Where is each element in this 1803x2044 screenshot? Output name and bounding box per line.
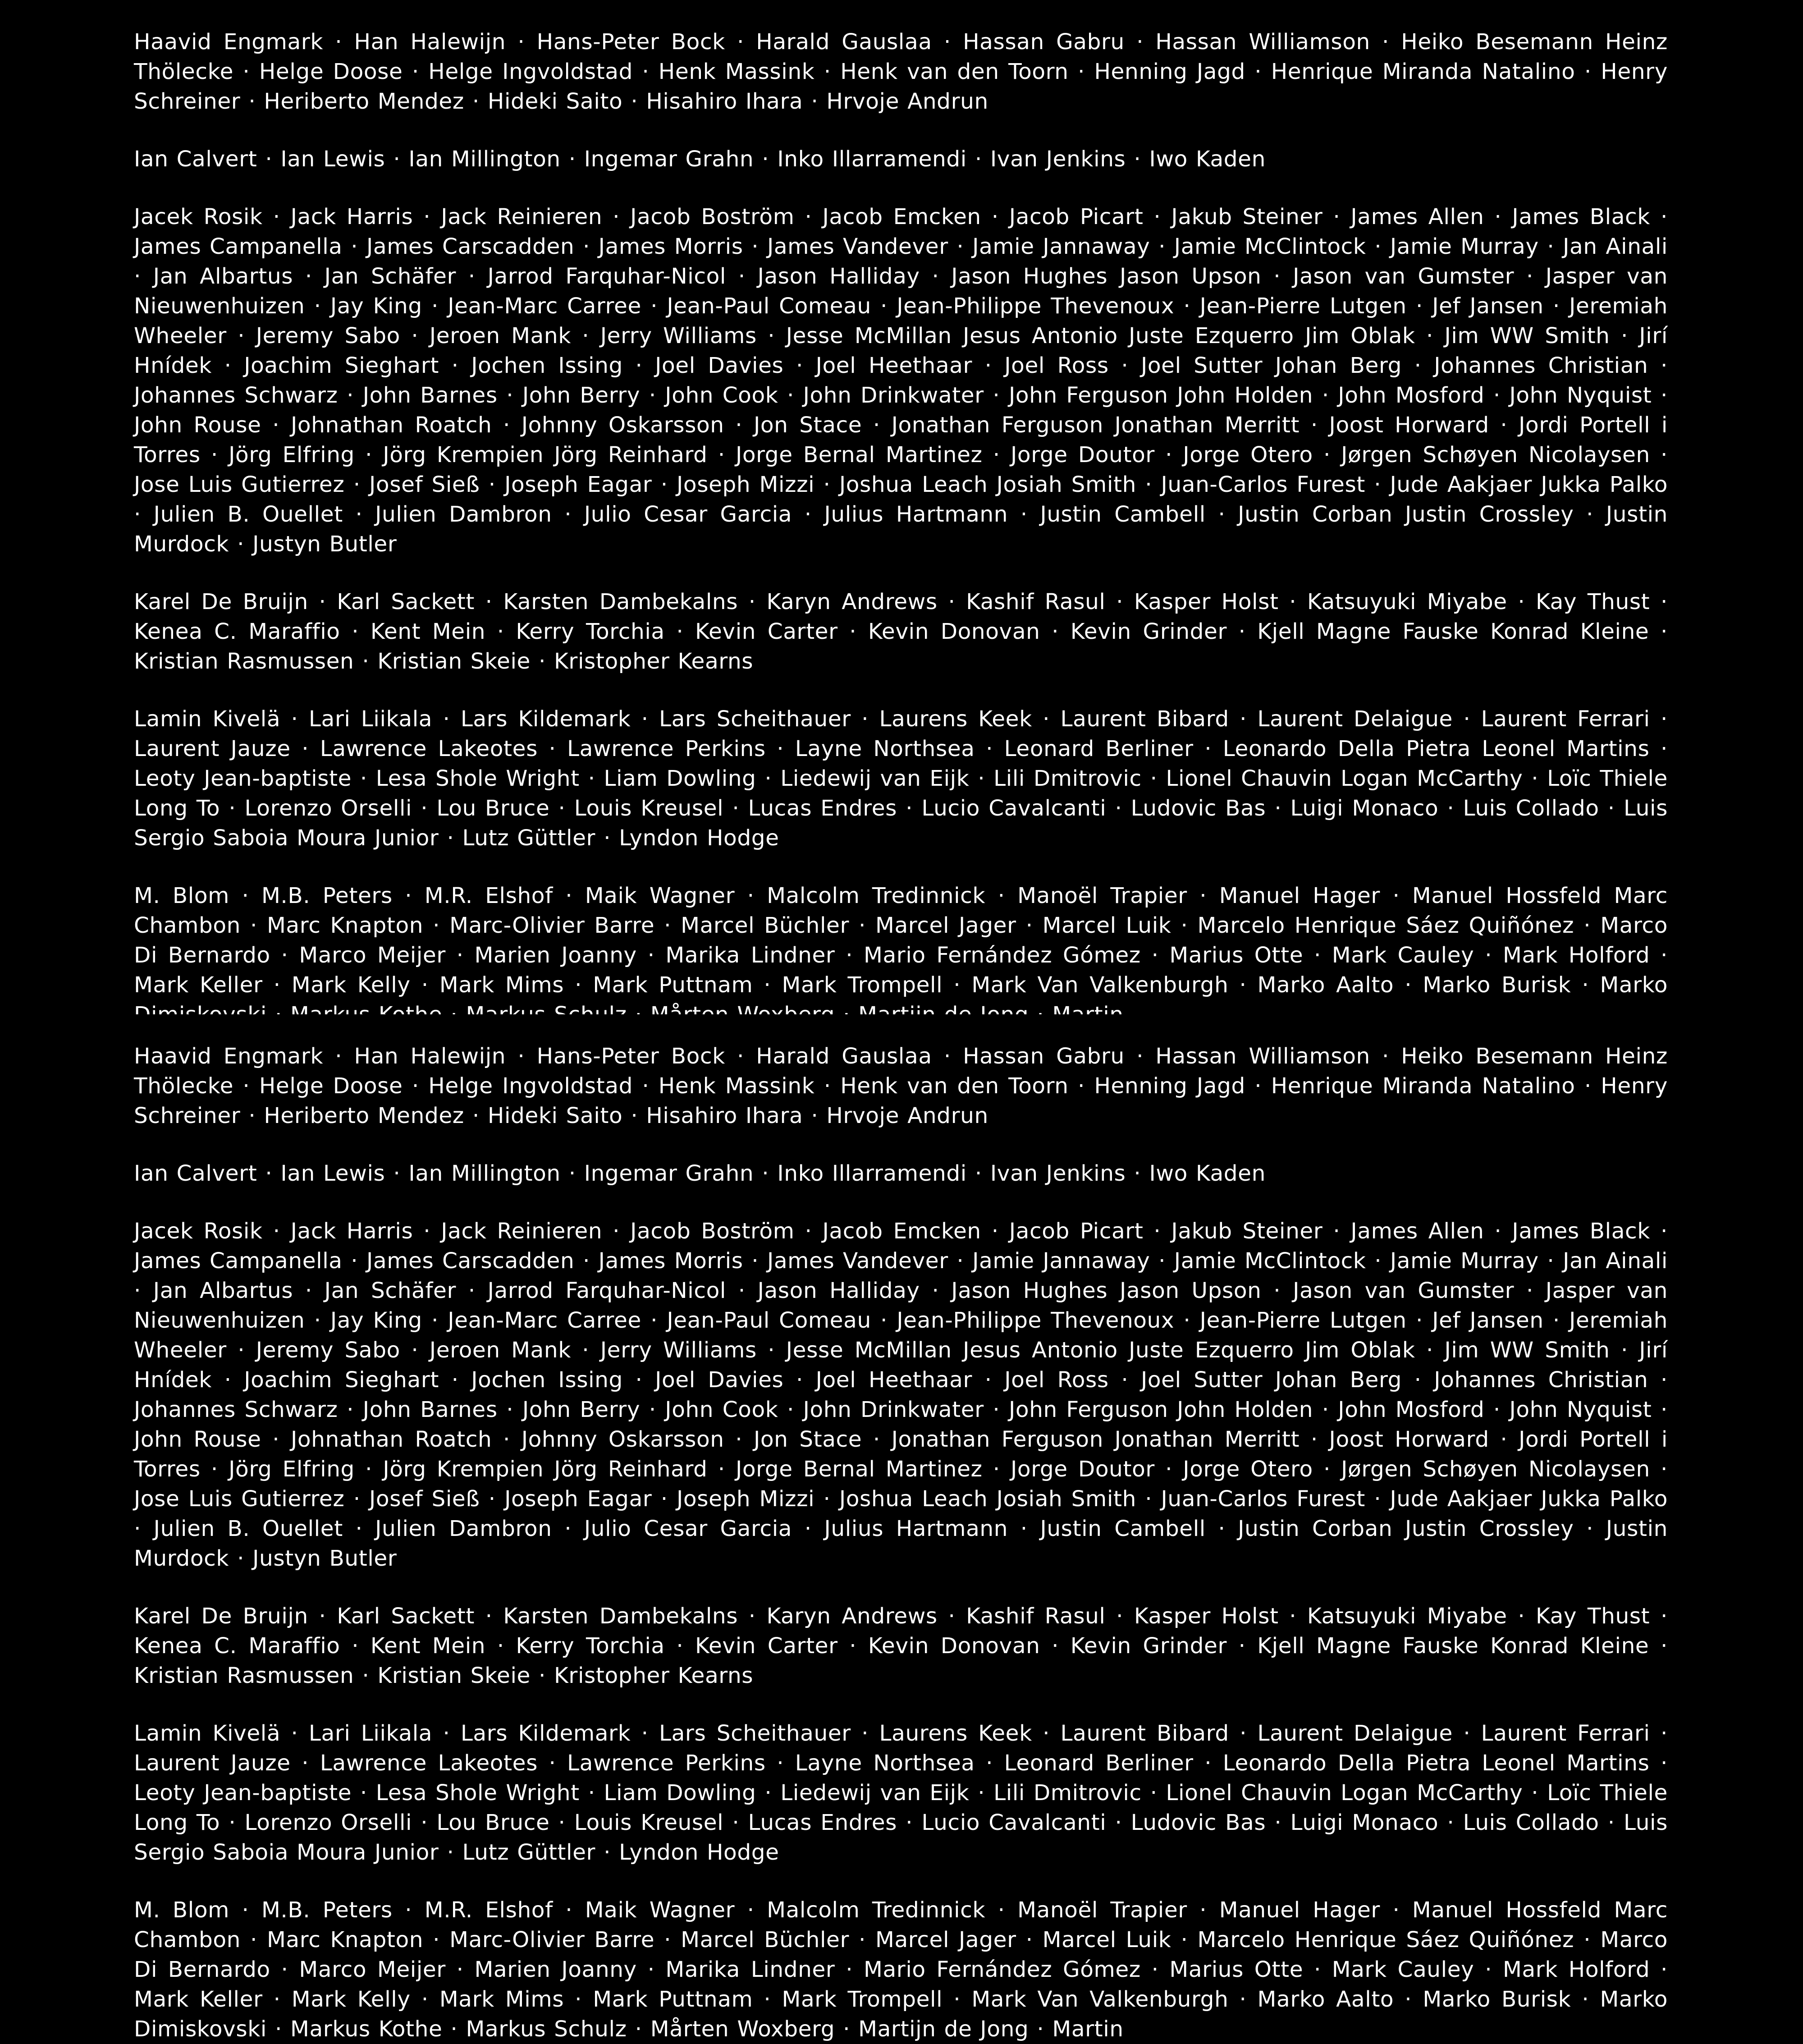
credit-names: Karel De Bruijn · Karl Sackett · Karsten Dambekalns · Karyn Andrews · Kashif Rasul · Kasper Holst · Katsuyuki Miyabe · Kay Thust · Kenea C. Maraffio · Kent Mein · Kerry Torchia · Kevin Carter · Kevin Donovan · Kevin Grinder · Kjell Magne Fauske Konrad Kleine · Kristian Rasmussen · Kristian Skeie · Kristopher Kearns [134,1604,1668,1688]
credit-group-h [134,27,1668,116]
credit-names: Lamin Kivelä · Lari Liikala · Lars Kildemark · Lars Scheithauer · Laurens Keek · Laurent Bibard · Laurent Delaigue · Laurent Ferrari · Laurent Jauze · Lawrence Lakeotes · Lawrence Perkins · Layne Northsea · Leonard Berliner · Leonardo Della Pietra Leonel Martins · Leoty Jean-baptiste · Lesa Shole Wright · Liam Dowling · Liedewij van Eijk · Lili Dmitrovic · Lionel Chauvin Logan McCarthy · Loïc Thiele Long To · Lorenzo Orselli · Lou Bruce · Louis Kreusel · Lucas Endres · Lucio Cavalcanti · Ludovic Bas · Luigi Monaco · Luis Collado · Luis Sergio Saboia Moura Junior · Lutz Güttler · Lyndon Hodge [134,706,1668,851]
credit-names: Jacek Rosik · Jack Harris · Jack Reinieren · Jacob Boström · Jacob Emcken · Jacob Picart · Jakub Steiner · James Allen · James Black · James Campanella · James Carscadden · James Morris · James Vandever · Jamie Jannaway · Jamie McClintock · Jamie Murray · Jan Ainali · Jan Albartus · Jan Schäfer · Jarrod Farquhar-Nicol · Jason Halliday · Jason Hughes Jason Upson · Jason van Gumster · Jasper van Nieuwenhuizen · Jay King · Jean-Marc Carree · Jean-Paul Comeau · Jean-Philippe Thevenoux · Jean-Pierre Lutgen · Jef Jansen · Jeremiah Wheeler · Jeremy Sabo · Jeroen Mank · Jerry Williams · Jesse McMillan Jesus Antonio Juste Ezquerro Jim Oblak · Jim WW Smith · Jirí Hnídek · Joachim Sieghart · Jochen Issing · Joel Davies · Joel Heethaar · Joel Ross · Joel Sutter Johan Berg · Johannes Christian · Johannes Schwarz · John Barnes · John Berry · John Cook · John Drinkwater · John Ferguson John Holden · John Mosford · John Nyquist · John Rouse · Johnathan Roatch · Johnny Oskarsson · Jon Stace · Jonathan Ferguson Jonathan Merritt · Joost Horward · Jordi Portell i Torres · Jörg Elfring · Jörg Krempien Jörg Reinhard · Jorge Bernal Martinez · Jorge Doutor · Jorge Otero · Jørgen Schøyen Nicolaysen · Jose Luis Gutierrez · Josef Sieß · Joseph Eagar · Joseph Mizzi · Joshua Leach Josiah Smith · Juan-Carlos Furest · Jude Aakjaer Jukka Palko · Julien B. Ouellet · Julien Dambron · Julio Cesar Garcia · Julius Hartmann · Justin Cambell · Justin Corban Justin Crossley · Justin Murdock · Justyn Butler [134,1219,1668,1571]
credit-group-m [134,881,1668,1030]
credit-group-k [134,1601,1668,1691]
credit-names: Ian Calvert · Ian Lewis · Ian Millington · Ingemar Grahn · Inko Illarramendi · Ivan Jenkins · Iwo Kaden [134,1161,1266,1186]
credit-group-k [134,587,1668,676]
credits-pane-bottom [0,1014,1803,2042]
credits-list [134,27,1668,1014]
credit-names: Haavid Engmark · Han Halewijn · Hans-Peter Bock · Harald Gauslaa · Hassan Gabru · Hassan Williamson · Heiko Besemann Heinz Thölecke · Helge Doose · Helge Ingvoldstad · Henk Massink · Henk van den Toorn · Henning Jagd · Henrique Miranda Natalino · Henry Schreiner · Heriberto Mendez · Hideki Saito · Hisahiro Ihara · Hrvoje Andrun [134,29,1668,114]
credit-names: M. Blom · M.B. Peters · M.R. Elshof · Maik Wagner · Malcolm Tredinnick · Manoël Trapier · Manuel Hager · Manuel Hossfeld Marc Chambon · Marc Knapton · Marc-Olivier Barre · Marcel Büchler · Marcel Jager · Marcel Luik · Marcelo Henrique Sáez Quiñónez · Marco Di Bernardo · Marco Meijer · Marien Joanny · Marika Lindner · Mario Fernández Gómez · Marius Otte · Mark Cauley · Mark Holford · Mark Keller · Mark Kelly · Mark Mims · Mark Puttnam · Mark Trompell · Mark Van Valkenburgh · Marko Aalto · Marko Burisk · Marko [134,883,1668,998]
credit-names: Karel De Bruijn · Karl Sackett · Karsten Dambekalns · Karyn Andrews · Kashif Rasul · Kasper Holst · Katsuyuki Miyabe · Kay Thust · Kenea C. Maraffio · Kent Mein · Kerry Torchia · Kevin Carter · Kevin Donovan · Kevin Grinder · Kjell Magne Fauske Konrad Kleine · Kristian Rasmussen · Kristian Skeie · Kristopher Kearns [134,589,1668,674]
credit-group-l [134,704,1668,853]
credit-group-i [134,1159,1668,1188]
credit-group-h [134,1041,1668,1131]
credit-names: Ian Calvert · Ian Lewis · Ian Millington · Ingemar Grahn · Inko Illarramendi · Ivan Jenkins · Iwo Kaden [134,147,1266,172]
credit-names: M. Blom · M.B. Peters · M.R. Elshof · Maik Wagner · Malcolm Tredinnick · Manoël Trapier · Manuel Hager · Manuel Hossfeld Marc Chambon · Marc Knapton · Marc-Olivier Barre · Marcel Büchler · Marcel Jager · Marcel Luik · Marcelo Henrique Sáez Quiñónez · Marco Di Bernardo · Marco Meijer · Marien Joanny · Marika Lindner · Mario Fernández Gómez · Marius Otte · Mark Cauley · Mark Holford · Mark Keller · Mark Kelly · Mark Mims · Mark Puttnam · Mark Trompell · Mark Van Valkenburgh · Marko Aalto · Marko Burisk · Marko Dimiskovski · Markus Kothe · Markus Schulz · Mårten Woxberg · Martijn de Jong · Martin [134,1897,1668,2042]
credit-group-l [134,1719,1668,1867]
credit-group-j [134,202,1668,559]
credit-group-j [134,1216,1668,1573]
credits-list [134,1041,1668,2042]
credit-group-i [134,144,1668,174]
credit-names: Lamin Kivelä · Lari Liikala · Lars Kildemark · Lars Scheithauer · Laurens Keek · Laurent Bibard · Laurent Delaigue · Laurent Ferrari · Laurent Jauze · Lawrence Lakeotes · Lawrence Perkins · Layne Northsea · Leonard Berliner · Leonardo Della Pietra Leonel Martins · Leoty Jean-baptiste · Lesa Shole Wright · Liam Dowling · Liedewij van Eijk · Lili Dmitrovic · Lionel Chauvin Logan McCarthy · Loïc Thiele Long To · Lorenzo Orselli · Lou Bruce · Louis Kreusel · Lucas Endres · Lucio Cavalcanti · Ludovic Bas · Luigi Monaco · Luis Collado · Luis Sergio Saboia Moura Junior · Lutz Güttler · Lyndon Hodge [134,1721,1668,1865]
credit-names: Jacek Rosik · Jack Harris · Jack Reinieren · Jacob Boström · Jacob Emcken · Jacob Picart · Jakub Steiner · James Allen · James Black · James Campanella · James Carscadden · James Morris · James Vandever · Jamie Jannaway · Jamie McClintock · Jamie Murray · Jan Ainali · Jan Albartus · Jan Schäfer · Jarrod Farquhar-Nicol · Jason Halliday · Jason Hughes Jason Upson · Jason van Gumster · Jasper van Nieuwenhuizen · Jay King · Jean-Marc Carree · Jean-Paul Comeau · Jean-Philippe Thevenoux · Jean-Pierre Lutgen · Jef Jansen · Jeremiah Wheeler · Jeremy Sabo · Jeroen Mank · Jerry Williams · Jesse McMillan Jesus Antonio Juste Ezquerro Jim Oblak · Jim WW Smith · Jirí Hnídek · Joachim Sieghart · Jochen Issing · Joel Davies · Joel Heethaar · Joel Ross · Joel Sutter Johan Berg · Johannes Christian · Johannes Schwarz · John Barnes · John Berry · John Cook · John Drinkwater · John Ferguson John Holden · John Mosford · John Nyquist · John Rouse · Johnathan Roatch · Johnny Oskarsson · Jon Stace · Jonathan Ferguson Jonathan Merritt · Joost Horward · Jordi Portell i Torres · Jörg Elfring · Jörg Krempien Jörg Reinhard · Jorge Bernal Martinez · Jorge Doutor · Jorge Otero · Jørgen Schøyen Nicolaysen · Jose Luis Gutierrez · Josef Sieß · Joseph Eagar · Joseph Mizzi · Joshua Leach Josiah Smith · Juan-Carlos Furest · Jude Aakjaer Jukka Palko · Julien B. Ouellet · Julien Dambron · Julio Cesar Garcia · Julius Hartmann · Justin Cambell · Justin Corban Justin Crossley · Justin Murdock · Justyn Butler [134,204,1668,557]
credit-names: Haavid Engmark · Han Halewijn · Hans-Peter Bock · Harald Gauslaa · Hassan Gabru · Hassan Williamson · Heiko Besemann Heinz Thölecke · Helge Doose · Helge Ingvoldstad · Henk Massink · Henk van den Toorn · Henning Jagd · Henrique Miranda Natalino · Henry Schreiner · Heriberto Mendez · Hideki Saito · Hisahiro Ihara · Hrvoje Andrun [134,1044,1668,1128]
credits-pane-top [0,0,1803,1014]
credit-group-m [134,1895,1668,2044]
